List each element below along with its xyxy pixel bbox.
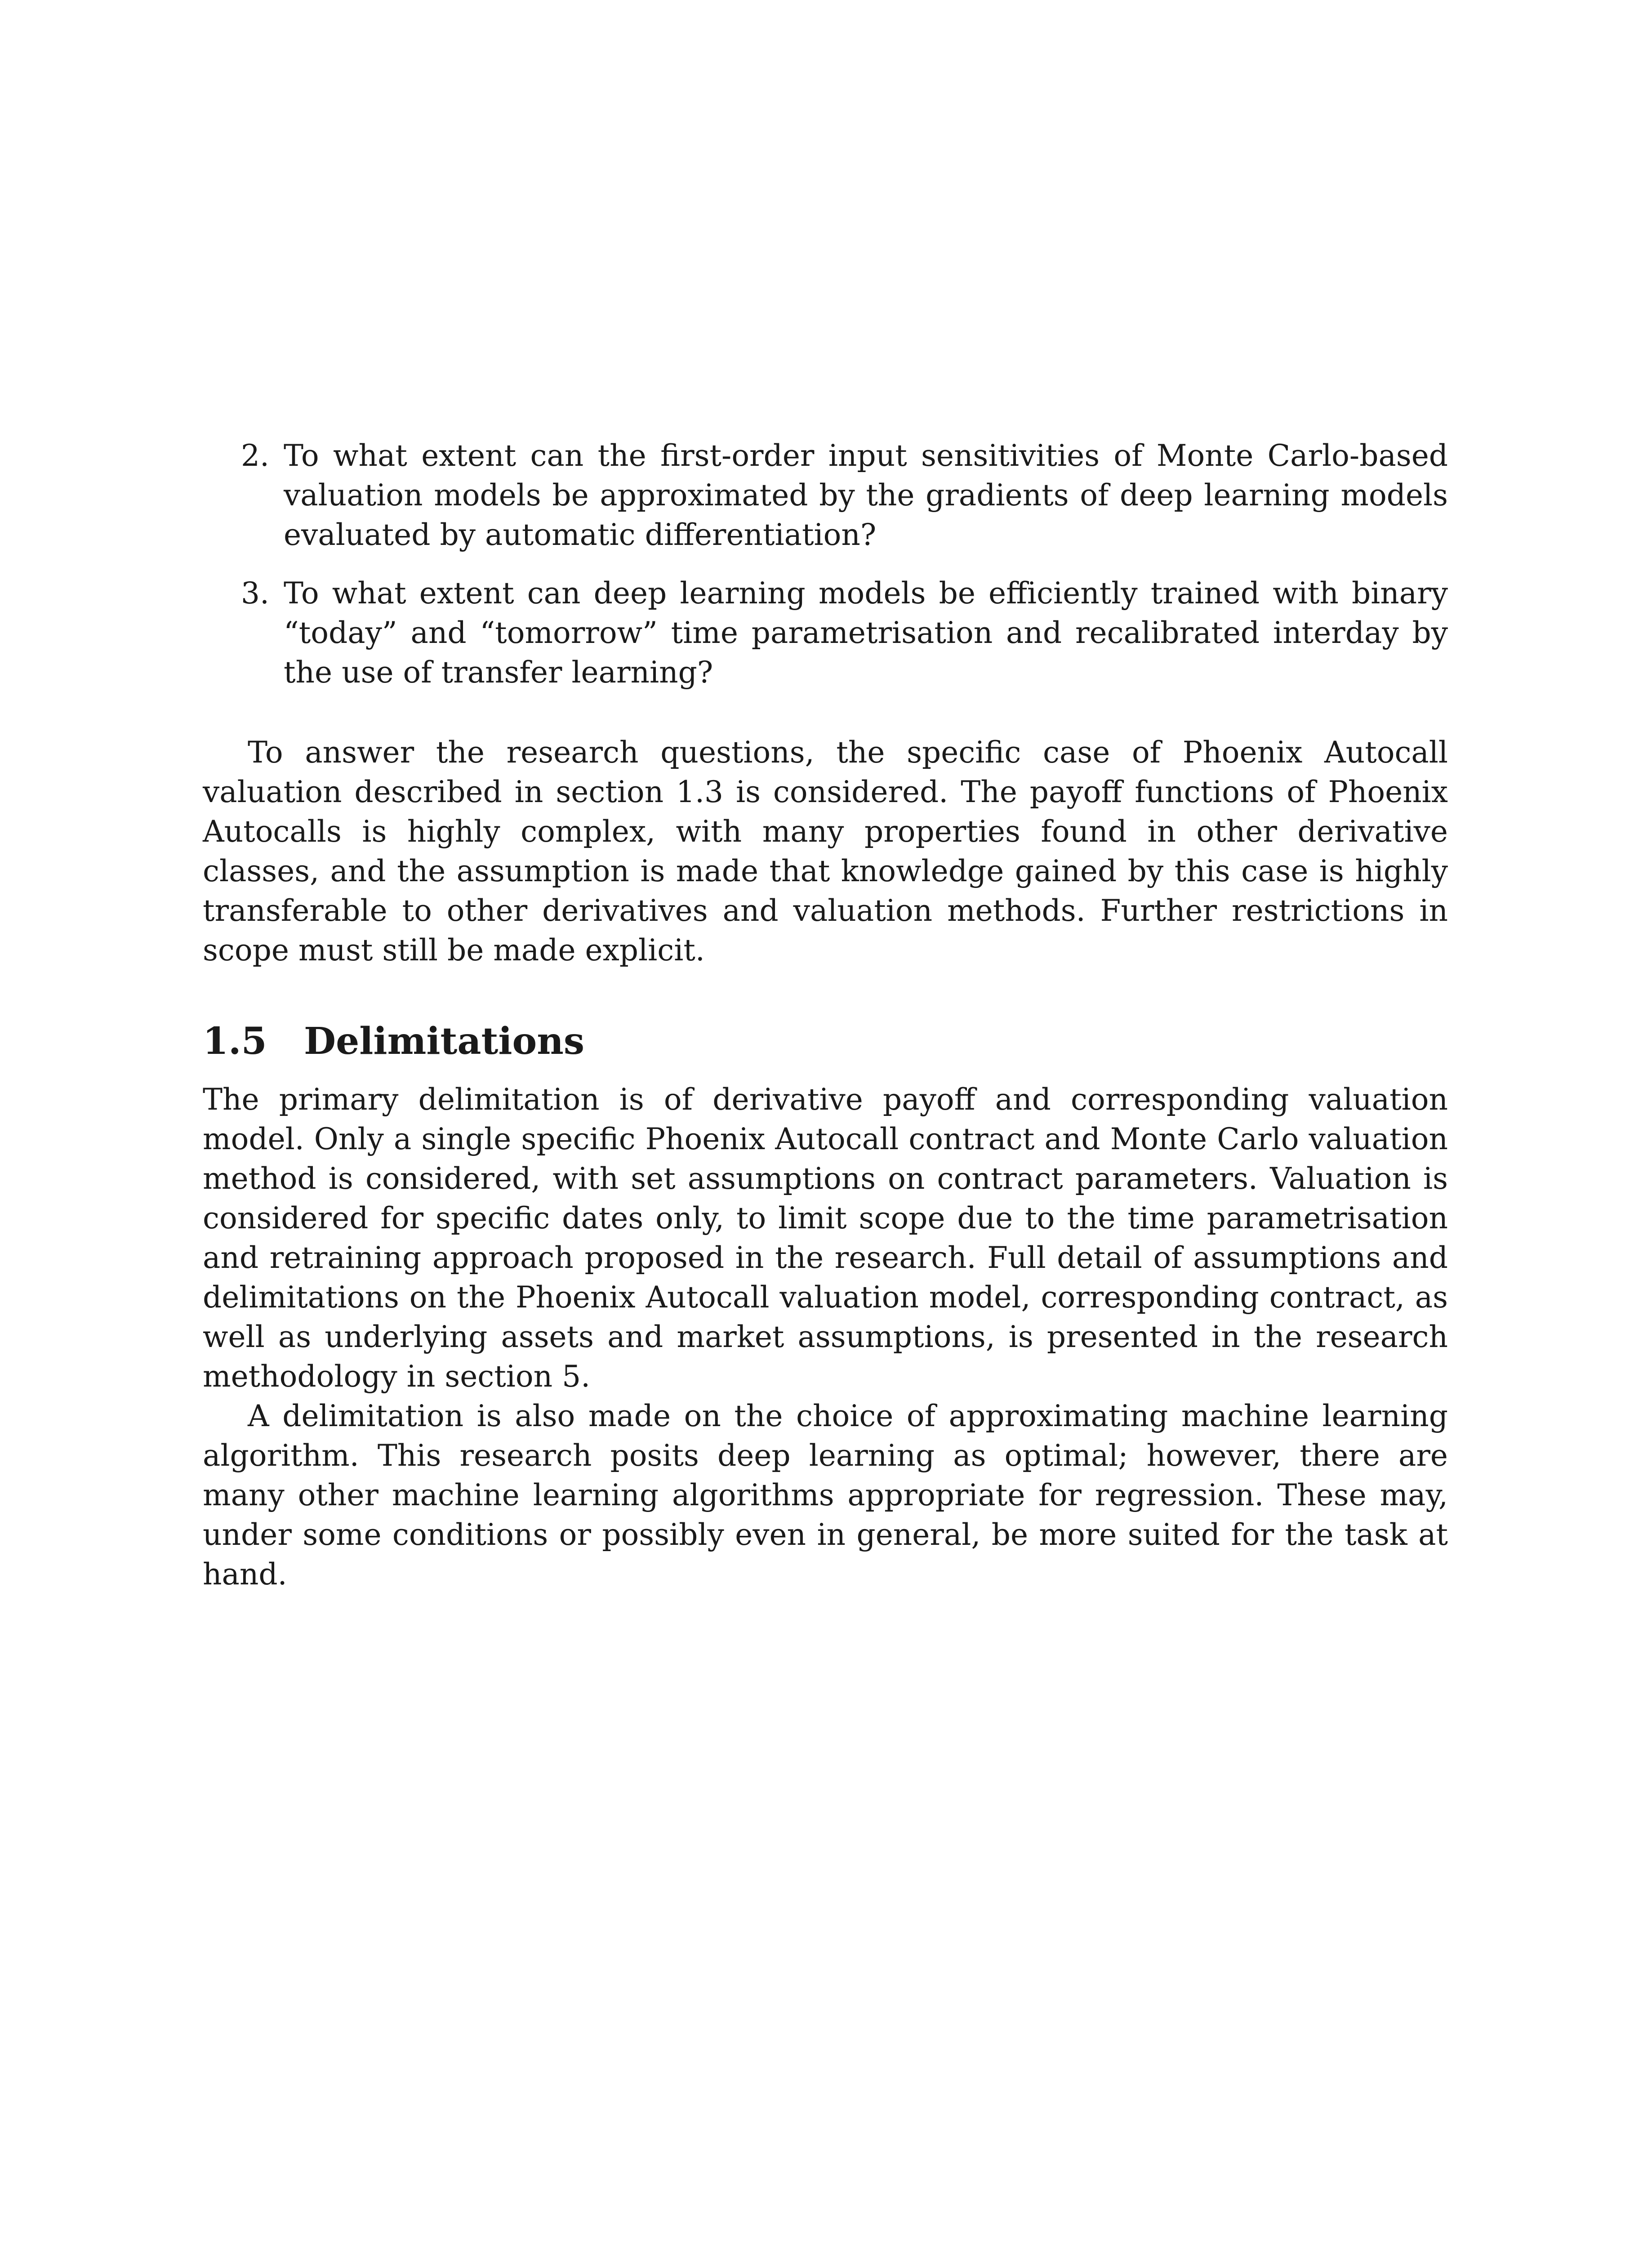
list-item-text: To what extent can the first-order input sensitivities of Monte Carlo-based valuation models be approximated by the gradients of deep learning models evaluated by automatic differentiation? <box>284 438 1448 552</box>
list-item-number: 2. <box>241 438 269 473</box>
delimitations-paragraph-2: A delimitation is also made on the choice of approximating machine learning algorithm. This research posits deep learning as optimal; however, there are many other machine learning algorithms appropriate for regression. These may, under some conditions or possibly even in general, be more suited for the task at hand. <box>203 1399 1448 1592</box>
section-heading <box>203 1019 1448 1064</box>
section-title: Delimitations <box>304 1020 585 1063</box>
intro-paragraph: To answer the research questions, the specific case of Phoenix Autocall valuation described in section 1.3 is considered. The payoff functions of Phoenix Autocalls is highly complex, with many properties found in other derivative classes, and the assumption is made that knowledge gained by this case is highly transferable to other derivatives and valuation methods. Further restrictions in scope must still be made explicit. <box>203 735 1448 968</box>
page-content <box>203 436 1448 1594</box>
research-questions-list <box>203 436 1448 692</box>
list-item-number: 3. <box>241 576 269 611</box>
list-item <box>203 574 1448 692</box>
list-item-text: To what extent can deep learning models be efficiently trained with binary “today” and “tomorrow” time parametrisation and recalibrated interday by the use of transfer learning? <box>284 576 1448 690</box>
section-number: 1.5 <box>203 1020 267 1063</box>
delimitations-paragraph-1: The primary delimitation is of derivative payoff and corresponding valuation model. Only a single specific Phoenix Autocall contract and Monte Carlo valuation method is considered, with set assumptions on contract parameters. Valuation is considered for specific dates only, to limit scope due to the time parametrisation and retraining approach proposed in the research. Full detail of assumptions and delimitations on the Phoenix Autocall valuation model, corresponding contract, as well as underlying assets and market assumptions, is presented in the research methodology in section 5. <box>203 1082 1448 1394</box>
list-item <box>203 436 1448 555</box>
